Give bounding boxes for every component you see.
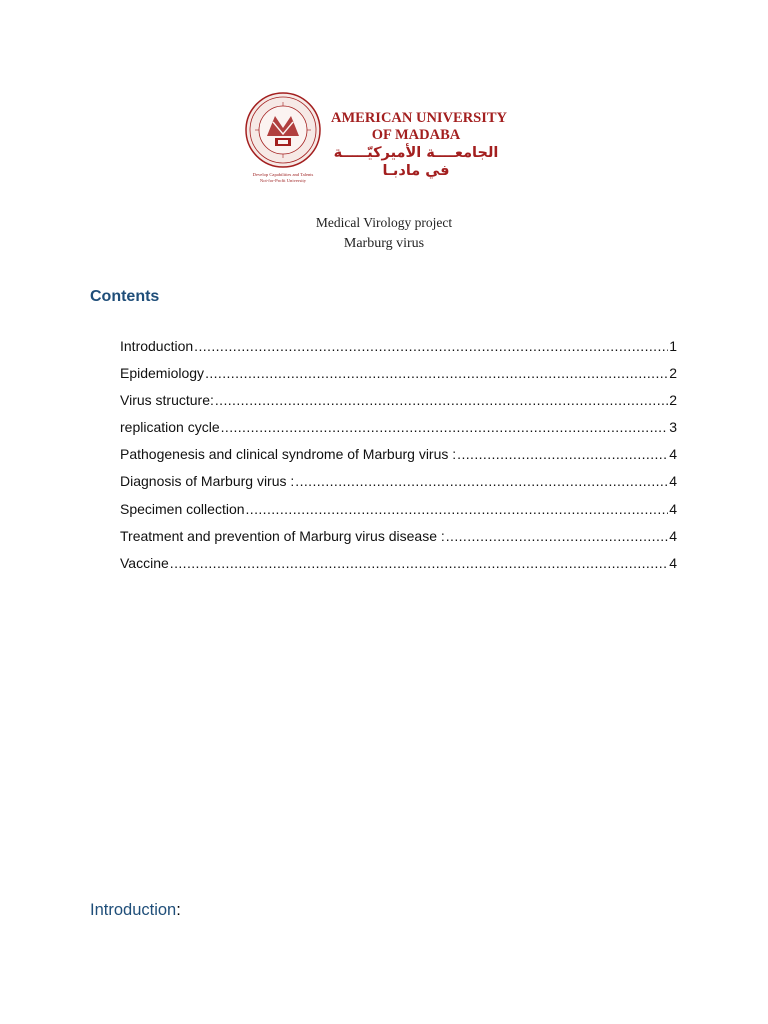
toc-dot-leader (205, 365, 668, 381)
seal-tagline (245, 172, 321, 184)
toc-entry-pathogenesis[interactable] (120, 446, 677, 473)
university-logo (245, 92, 508, 188)
toc-page-number: 2 (669, 365, 677, 382)
toc-page-number: 4 (669, 527, 677, 544)
toc-page-number: 4 (669, 500, 677, 517)
toc-entry-specimen-collection[interactable] (120, 501, 677, 528)
toc-entry-vaccine[interactable] (120, 555, 677, 582)
seal-tagline-line: Not-for-Profit University (259, 178, 307, 183)
toc-entry-epidemiology[interactable] (120, 365, 677, 392)
project-title: Medical Virology project (315, 215, 453, 230)
toc-entry-virus-structure[interactable] (120, 392, 677, 419)
seal-tagline-line: Develop Capabilities and Talents (252, 172, 314, 177)
toc-dot-leader (295, 473, 668, 489)
university-name-arabic (331, 144, 501, 180)
university-name-arabic-line: الجامعــــة الأميركيّـــــة (333, 145, 499, 161)
toc-entry-label: Diagnosis of Marburg virus : (120, 473, 295, 490)
toc-dot-leader (246, 501, 669, 517)
introduction-heading-colon: : (176, 901, 181, 919)
toc-page-number: 4 (669, 446, 677, 463)
toc-entry-label: Treatment and prevention of Marburg virus disease : (120, 527, 445, 544)
toc-entry-label: Specimen collection (120, 500, 245, 517)
toc-entry-label: Virus structure: (120, 392, 214, 409)
toc-entry-label: Introduction (120, 338, 194, 354)
university-name-line: AMERICAN UNIVERSITY (331, 110, 508, 126)
toc-page-number: 4 (669, 554, 677, 571)
table-of-contents (120, 338, 677, 582)
introduction-heading (90, 901, 181, 920)
university-seal-icon (245, 92, 321, 168)
toc-entry-label: Pathogenesis and clinical syndrome of Marburg virus : (120, 446, 457, 463)
toc-dot-leader (457, 446, 668, 462)
toc-entry-treatment-prevention[interactable] (120, 528, 677, 555)
toc-entry-introduction[interactable] (120, 338, 677, 365)
toc-entry-label: replication cycle (120, 419, 220, 436)
toc-entry-replication-cycle[interactable] (120, 419, 677, 446)
toc-page-number: 3 (669, 419, 677, 436)
toc-page-number: 1 (669, 338, 677, 354)
virus-title: Marburg virus (343, 236, 425, 251)
toc-dot-leader (170, 555, 668, 571)
toc-dot-leader (215, 392, 668, 408)
university-name-english (331, 110, 508, 144)
toc-dot-leader (221, 419, 669, 435)
toc-dot-leader (194, 338, 668, 354)
toc-entry-label: Vaccine (120, 554, 169, 571)
introduction-heading-text: Introduction (90, 901, 177, 919)
toc-entry-diagnosis[interactable] (120, 473, 677, 500)
contents-heading: Contents (90, 288, 160, 305)
university-name-line: OF MADABA (371, 127, 461, 143)
toc-entry-label: Epidemiology (120, 365, 205, 382)
toc-dot-leader (446, 528, 668, 544)
toc-page-number: 4 (669, 473, 677, 490)
toc-page-number: 2 (669, 392, 677, 409)
university-name-arabic-line: في مادبـا (382, 163, 450, 179)
